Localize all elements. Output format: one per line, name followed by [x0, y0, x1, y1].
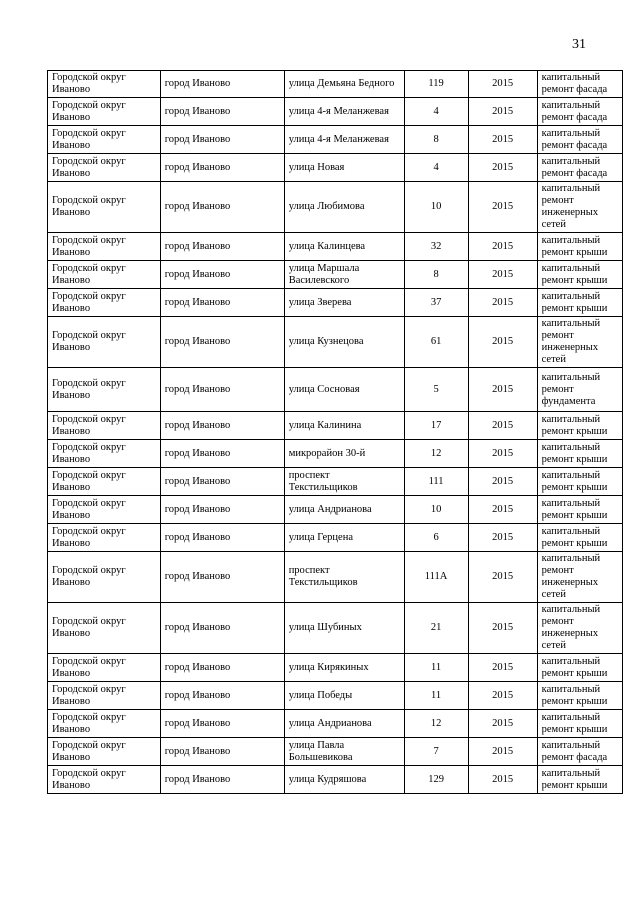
- okrug-cell: [48, 654, 161, 682]
- year-cell: [468, 233, 537, 261]
- street-cell-text: микрорайон 30-й: [288, 447, 366, 459]
- work-type-cell-text: капитальный ремонт инженерных сетей: [541, 604, 601, 651]
- city-cell: [160, 710, 284, 738]
- year-cell-text: 2015: [492, 531, 514, 543]
- work-type-cell: [537, 182, 622, 233]
- city-cell: [160, 261, 284, 289]
- year-cell-text: 2015: [492, 133, 514, 145]
- street-cell-text: проспект Текстильщиков: [288, 565, 358, 588]
- okrug-cell-text: Городской округ Иваново: [52, 441, 126, 465]
- year-cell: [468, 524, 537, 552]
- house-number-cell-text: 12: [430, 447, 442, 459]
- house-number-cell: [404, 126, 468, 154]
- house-number-cell: [404, 468, 468, 496]
- year-cell: [468, 412, 537, 440]
- okrug-cell: [48, 468, 161, 496]
- city-cell-text: город Иваново: [164, 717, 231, 729]
- house-number-cell: [404, 261, 468, 289]
- work-type-cell-text: капитальный ремонт крыши: [541, 441, 608, 465]
- year-cell: [468, 261, 537, 289]
- street-cell-text: улица Калинина: [288, 419, 362, 431]
- street-cell-text: улица Зверева: [288, 296, 352, 308]
- okrug-cell: [48, 524, 161, 552]
- registry-body: [48, 71, 623, 794]
- year-cell-text: 2015: [492, 745, 514, 757]
- year-cell: [468, 154, 537, 182]
- work-type-cell-text: капитальный ремонт инженерных сетей: [541, 318, 601, 365]
- work-type-cell: [537, 710, 622, 738]
- year-cell-text: 2015: [492, 503, 514, 515]
- table-row: [48, 603, 623, 654]
- okrug-cell-text: Городской округ Иваново: [52, 155, 126, 179]
- work-type-cell-text: капитальный ремонт фасада: [541, 127, 608, 151]
- house-number-cell-text: 7: [433, 745, 439, 757]
- work-type-cell-text: капитальный ремонт крыши: [541, 711, 608, 735]
- okrug-cell: [48, 317, 161, 368]
- year-cell-text: 2015: [492, 268, 514, 280]
- work-type-cell-text: капитальный ремонт фундамента: [541, 371, 601, 407]
- okrug-cell-text: Городской округ Иваново: [52, 497, 126, 521]
- city-cell-text: город Иваново: [164, 336, 231, 347]
- work-type-cell: [537, 766, 622, 794]
- street-cell-text: улица 4-я Меланжевая: [288, 133, 389, 145]
- year-cell-text: 2015: [492, 475, 514, 487]
- okrug-cell-text: Городской округ Иваново: [52, 616, 126, 639]
- street-cell: [284, 289, 404, 317]
- table-row: [48, 289, 623, 317]
- city-cell: [160, 440, 284, 468]
- table-row: [48, 182, 623, 233]
- year-cell-text: 2015: [492, 689, 514, 701]
- street-cell: [284, 98, 404, 126]
- house-number-cell-text: 8: [433, 133, 439, 145]
- year-cell: [468, 738, 537, 766]
- year-cell-text: 2015: [492, 447, 514, 459]
- table-row: [48, 468, 623, 496]
- street-cell: [284, 603, 404, 654]
- street-cell: [284, 126, 404, 154]
- street-cell: [284, 710, 404, 738]
- city-cell-text: город Иваново: [164, 105, 231, 117]
- okrug-cell-text: Городской округ Иваново: [52, 330, 126, 353]
- okrug-cell-text: Городской округ Иваново: [52, 655, 126, 679]
- okrug-cell: [48, 682, 161, 710]
- city-cell: [160, 603, 284, 654]
- street-cell: [284, 154, 404, 182]
- work-type-cell: [537, 603, 622, 654]
- okrug-cell: [48, 126, 161, 154]
- year-cell-text: 2015: [492, 105, 514, 117]
- year-cell-text: 2015: [492, 161, 514, 173]
- okrug-cell-text: Городской округ Иваново: [52, 711, 126, 735]
- house-number-cell-text: 5: [433, 383, 439, 395]
- okrug-cell-text: Городской округ Иваново: [52, 195, 126, 218]
- okrug-cell-text: Городской округ Иваново: [52, 377, 126, 401]
- work-type-cell-text: капитальный ремонт крыши: [541, 683, 608, 707]
- house-number-cell: [404, 603, 468, 654]
- table-row: [48, 552, 623, 603]
- table-row: [48, 682, 623, 710]
- okrug-cell-text: Городской округ Иваново: [52, 525, 126, 549]
- city-cell-text: город Иваново: [164, 268, 231, 280]
- work-type-cell-text: капитальный ремонт крыши: [541, 469, 608, 493]
- house-number-cell: [404, 710, 468, 738]
- table-row: [48, 654, 623, 682]
- okrug-cell-text: Городской округ Иваново: [52, 234, 126, 258]
- okrug-cell: [48, 154, 161, 182]
- city-cell-text: город Иваново: [164, 622, 231, 633]
- work-type-cell: [537, 468, 622, 496]
- year-cell: [468, 682, 537, 710]
- house-number-cell: [404, 98, 468, 126]
- okrug-cell: [48, 710, 161, 738]
- street-cell: [284, 766, 404, 794]
- work-type-cell: [537, 654, 622, 682]
- year-cell: [468, 603, 537, 654]
- okrug-cell: [48, 261, 161, 289]
- year-cell: [468, 654, 537, 682]
- year-cell: [468, 126, 537, 154]
- city-cell-text: город Иваново: [164, 240, 231, 252]
- house-number-cell: [404, 682, 468, 710]
- okrug-cell-text: Городской округ Иваново: [52, 739, 126, 763]
- house-number-cell-text: 10: [430, 201, 442, 212]
- house-number-cell: [404, 412, 468, 440]
- work-type-cell-text: капитальный ремонт крыши: [541, 234, 608, 258]
- house-number-cell-text: 32: [430, 240, 442, 252]
- work-type-cell-text: капитальный ремонт фасада: [541, 72, 608, 95]
- work-type-cell-text: капитальный ремонт крыши: [541, 767, 608, 791]
- okrug-cell: [48, 233, 161, 261]
- street-cell-text: улица Герцена: [288, 531, 353, 543]
- house-number-cell-text: 21: [430, 622, 442, 633]
- work-type-cell: [537, 524, 622, 552]
- street-cell: [284, 412, 404, 440]
- work-type-cell: [537, 98, 622, 126]
- city-cell-text: город Иваново: [164, 78, 231, 89]
- street-cell: [284, 468, 404, 496]
- work-type-cell-text: капитальный ремонт крыши: [541, 655, 608, 679]
- work-type-cell-text: капитальный ремонт фасада: [541, 155, 608, 179]
- house-number-cell-text: 11: [431, 689, 442, 701]
- house-number-cell-text: 4: [433, 105, 439, 117]
- city-cell: [160, 289, 284, 317]
- okrug-cell: [48, 440, 161, 468]
- house-number-cell: [404, 71, 468, 98]
- street-cell-text: улица Кудряшова: [288, 773, 367, 785]
- city-cell: [160, 71, 284, 98]
- street-cell: [284, 233, 404, 261]
- city-cell: [160, 468, 284, 496]
- city-cell: [160, 154, 284, 182]
- city-cell: [160, 552, 284, 603]
- year-cell-text: 2015: [492, 773, 514, 785]
- house-number-cell: [404, 289, 468, 317]
- table-row: [48, 524, 623, 552]
- work-type-cell: [537, 682, 622, 710]
- year-cell: [468, 98, 537, 126]
- work-type-cell: [537, 496, 622, 524]
- table-row: [48, 317, 623, 368]
- street-cell-text: улица Андрианова: [288, 503, 372, 515]
- okrug-cell-text: Городской округ Иваново: [52, 469, 126, 493]
- year-cell-text: 2015: [492, 336, 514, 347]
- street-cell-text: улица Павла Большевикова: [288, 739, 353, 763]
- city-cell: [160, 496, 284, 524]
- house-number-cell: [404, 440, 468, 468]
- year-cell-text: 2015: [492, 296, 514, 308]
- street-cell-text: улица Калинцева: [288, 240, 366, 252]
- okrug-cell-text: Городской округ Иваново: [52, 413, 126, 437]
- city-cell-text: город Иваново: [164, 689, 231, 701]
- work-type-cell: [537, 71, 622, 98]
- city-cell: [160, 368, 284, 412]
- house-number-cell: [404, 524, 468, 552]
- street-cell: [284, 317, 404, 368]
- work-type-cell: [537, 368, 622, 412]
- table-row: [48, 261, 623, 289]
- house-number-cell: [404, 552, 468, 603]
- repair-registry-table: [47, 70, 623, 794]
- house-number-cell-text: 37: [430, 296, 442, 308]
- street-cell: [284, 440, 404, 468]
- house-number-cell: [404, 766, 468, 794]
- okrug-cell: [48, 368, 161, 412]
- city-cell: [160, 412, 284, 440]
- work-type-cell-text: капитальный ремонт крыши: [541, 525, 608, 549]
- street-cell-text: улица Любимова: [288, 201, 365, 212]
- okrug-cell-text: Городской округ Иваново: [52, 127, 126, 151]
- work-type-cell-text: капитальный ремонт инженерных сетей: [541, 553, 601, 600]
- city-cell-text: город Иваново: [164, 133, 231, 145]
- year-cell: [468, 440, 537, 468]
- okrug-cell: [48, 766, 161, 794]
- okrug-cell: [48, 738, 161, 766]
- street-cell-text: улица Сосновая: [288, 383, 360, 395]
- house-number-cell-text: 17: [430, 419, 442, 431]
- house-number-cell: [404, 154, 468, 182]
- year-cell-text: 2015: [492, 717, 514, 729]
- street-cell-text: улица Андрианова: [288, 717, 372, 729]
- year-cell: [468, 368, 537, 412]
- work-type-cell-text: капитальный ремонт фасада: [541, 739, 608, 763]
- okrug-cell-text: Городской округ Иваново: [52, 262, 126, 286]
- year-cell-text: 2015: [492, 419, 514, 431]
- city-cell-text: город Иваново: [164, 571, 231, 582]
- year-cell-text: 2015: [492, 571, 514, 582]
- house-number-cell-text: 10: [430, 503, 442, 515]
- city-cell: [160, 524, 284, 552]
- year-cell: [468, 71, 537, 98]
- work-type-cell: [537, 289, 622, 317]
- house-number-cell: [404, 738, 468, 766]
- okrug-cell: [48, 552, 161, 603]
- street-cell-text: улица Маршала Василевского: [288, 262, 360, 286]
- work-type-cell: [537, 552, 622, 603]
- table-row: [48, 412, 623, 440]
- work-type-cell: [537, 154, 622, 182]
- house-number-cell-text: 11: [431, 661, 442, 673]
- work-type-cell: [537, 440, 622, 468]
- street-cell: [284, 524, 404, 552]
- house-number-cell-text: 4: [433, 161, 439, 173]
- city-cell-text: город Иваново: [164, 503, 231, 515]
- street-cell-text: улица Победы: [288, 689, 353, 701]
- okrug-cell-text: Городской округ Иваново: [52, 767, 126, 791]
- house-number-cell-text: 119: [428, 78, 444, 89]
- table-row: [48, 233, 623, 261]
- city-cell-text: город Иваново: [164, 161, 231, 173]
- city-cell-text: город Иваново: [164, 419, 231, 431]
- work-type-cell-text: капитальный ремонт крыши: [541, 262, 608, 286]
- work-type-cell: [537, 261, 622, 289]
- house-number-cell: [404, 233, 468, 261]
- house-number-cell: [404, 182, 468, 233]
- okrug-cell-text: Городской округ Иваново: [52, 565, 126, 588]
- street-cell: [284, 261, 404, 289]
- year-cell-text: 2015: [492, 383, 514, 395]
- year-cell-text: 2015: [492, 240, 514, 252]
- city-cell: [160, 98, 284, 126]
- okrug-cell-text: Городской округ Иваново: [52, 683, 126, 707]
- street-cell-text: улица Шубиных: [288, 622, 362, 633]
- street-cell-text: проспект Текстильщиков: [288, 469, 358, 493]
- year-cell: [468, 182, 537, 233]
- okrug-cell-text: Городской округ Иваново: [52, 99, 126, 123]
- city-cell: [160, 738, 284, 766]
- house-number-cell-text: 129: [428, 773, 444, 785]
- city-cell-text: город Иваново: [164, 661, 231, 673]
- work-type-cell: [537, 317, 622, 368]
- city-cell: [160, 766, 284, 794]
- street-cell: [284, 71, 404, 98]
- city-cell-text: город Иваново: [164, 745, 231, 757]
- street-cell-text: улица Кузнецова: [288, 336, 364, 347]
- city-cell-text: город Иваново: [164, 531, 231, 543]
- city-cell: [160, 682, 284, 710]
- work-type-cell: [537, 233, 622, 261]
- year-cell: [468, 552, 537, 603]
- street-cell-text: улица Демьяна Бедного: [288, 78, 395, 89]
- house-number-cell-text: 6: [433, 531, 439, 543]
- house-number-cell-text: 111: [428, 475, 444, 487]
- city-cell: [160, 317, 284, 368]
- work-type-cell-text: капитальный ремонт крыши: [541, 413, 608, 437]
- city-cell-text: город Иваново: [164, 296, 231, 308]
- city-cell-text: город Иваново: [164, 475, 231, 487]
- city-cell-text: город Иваново: [164, 447, 231, 459]
- okrug-cell: [48, 182, 161, 233]
- year-cell-text: 2015: [492, 622, 514, 633]
- table-row: [48, 738, 623, 766]
- year-cell: [468, 710, 537, 738]
- city-cell-text: город Иваново: [164, 773, 231, 785]
- street-cell: [284, 182, 404, 233]
- table-row: [48, 126, 623, 154]
- okrug-cell: [48, 71, 161, 98]
- street-cell: [284, 738, 404, 766]
- house-number-cell-text: 111А: [424, 571, 448, 582]
- work-type-cell-text: капитальный ремонт крыши: [541, 290, 608, 314]
- year-cell: [468, 496, 537, 524]
- year-cell-text: 2015: [492, 201, 514, 212]
- house-number-cell-text: 61: [430, 336, 442, 347]
- work-type-cell-text: капитальный ремонт фасада: [541, 99, 608, 123]
- work-type-cell: [537, 126, 622, 154]
- city-cell: [160, 233, 284, 261]
- okrug-cell: [48, 289, 161, 317]
- work-type-cell: [537, 738, 622, 766]
- table-row: [48, 766, 623, 794]
- city-cell: [160, 182, 284, 233]
- city-cell-text: город Иваново: [164, 201, 231, 212]
- okrug-cell: [48, 496, 161, 524]
- year-cell: [468, 289, 537, 317]
- table-row: [48, 710, 623, 738]
- house-number-cell-text: 12: [430, 717, 442, 729]
- street-cell: [284, 496, 404, 524]
- okrug-cell: [48, 412, 161, 440]
- page-number: 31: [572, 37, 586, 52]
- street-cell: [284, 682, 404, 710]
- table-row: [48, 440, 623, 468]
- city-cell: [160, 126, 284, 154]
- table-row: [48, 98, 623, 126]
- house-number-cell: [404, 496, 468, 524]
- year-cell-text: 2015: [492, 661, 514, 673]
- year-cell: [468, 317, 537, 368]
- house-number-cell: [404, 654, 468, 682]
- okrug-cell-text: Городской округ Иваново: [52, 72, 126, 95]
- city-cell-text: город Иваново: [164, 383, 231, 395]
- street-cell: [284, 368, 404, 412]
- work-type-cell: [537, 412, 622, 440]
- okrug-cell-text: Городской округ Иваново: [52, 290, 126, 314]
- street-cell-text: улица Новая: [288, 161, 345, 173]
- year-cell: [468, 468, 537, 496]
- table-row: [48, 496, 623, 524]
- work-type-cell-text: капитальный ремонт крыши: [541, 497, 608, 521]
- street-cell: [284, 552, 404, 603]
- table-row: [48, 154, 623, 182]
- house-number-cell: [404, 368, 468, 412]
- year-cell-text: 2015: [492, 78, 514, 89]
- street-cell-text: улица Кирякиных: [288, 661, 369, 673]
- work-type-cell-text: капитальный ремонт инженерных сетей: [541, 183, 601, 230]
- street-cell: [284, 654, 404, 682]
- house-number-cell: [404, 317, 468, 368]
- city-cell: [160, 654, 284, 682]
- street-cell-text: улица 4-я Меланжевая: [288, 105, 389, 117]
- table-row: [48, 71, 623, 98]
- house-number-cell-text: 8: [433, 268, 439, 280]
- okrug-cell: [48, 98, 161, 126]
- okrug-cell: [48, 603, 161, 654]
- year-cell: [468, 766, 537, 794]
- table-row: [48, 368, 623, 412]
